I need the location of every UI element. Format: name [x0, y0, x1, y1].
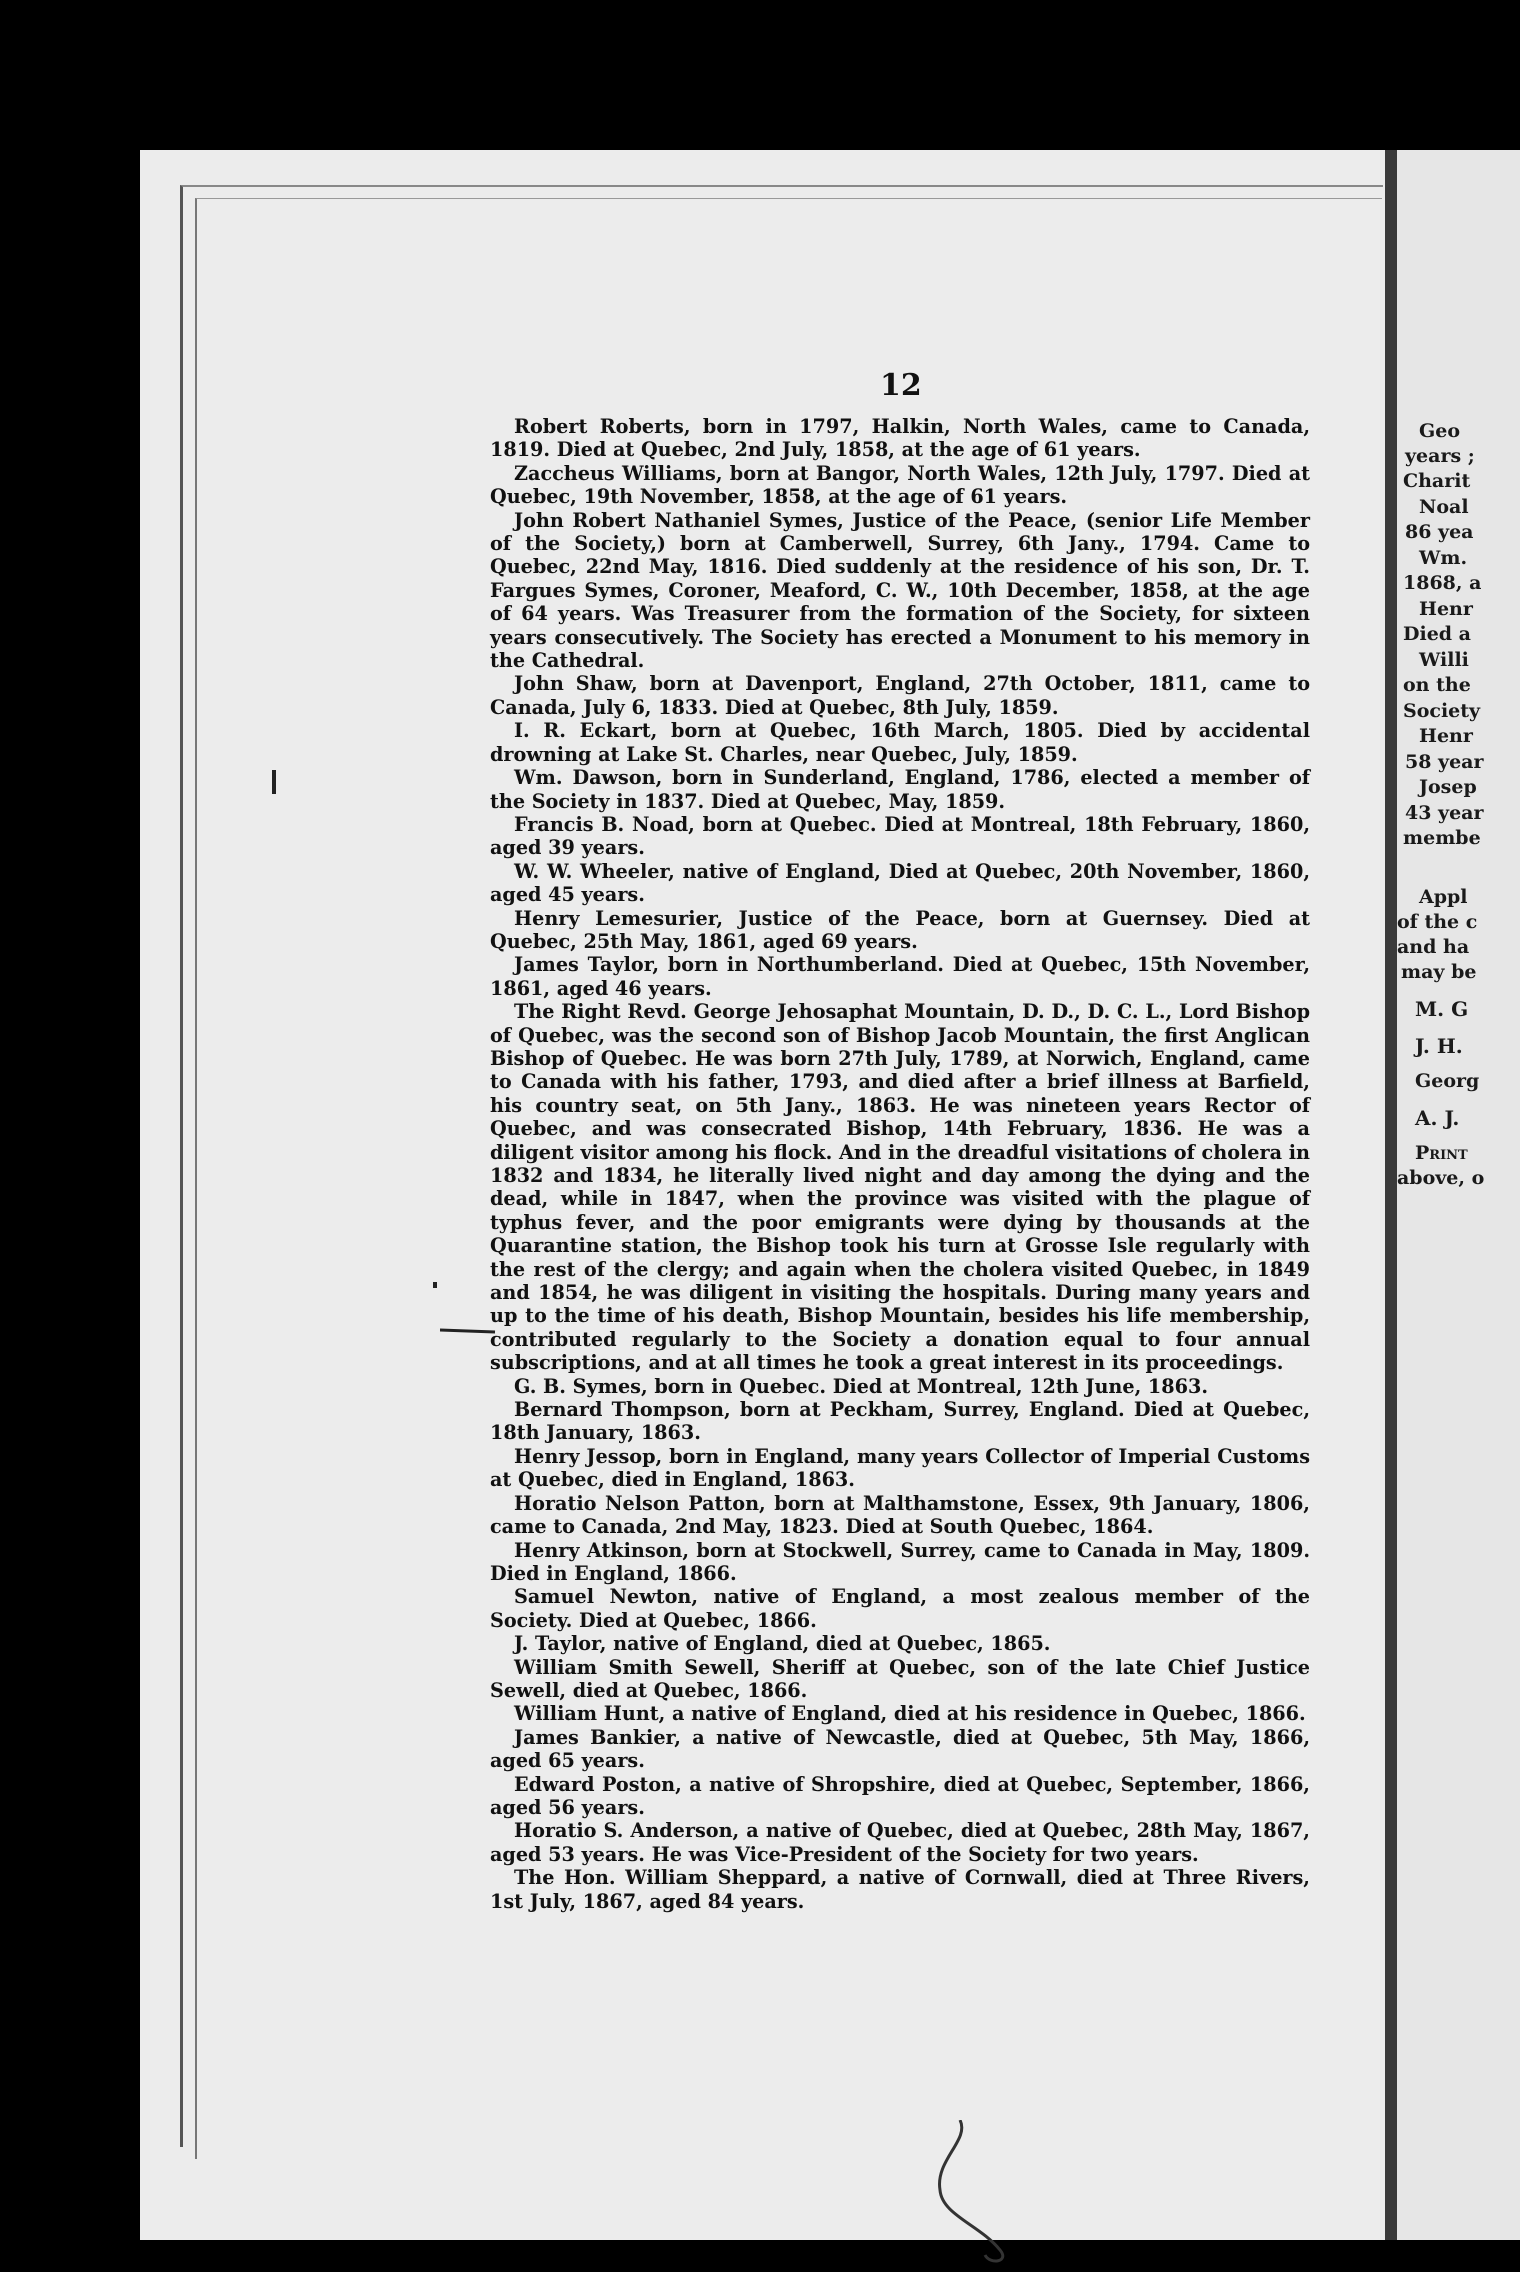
obituary-list: [490, 415, 1310, 1913]
facing-fragment: Noal: [1419, 496, 1469, 518]
facing-fragment: on the: [1403, 674, 1471, 696]
entry: William Smith Sewell, Sheriff at Quebec, son of the late Chief Justice Sewell, died at Quebec, 1866.: [490, 1655, 1310, 1702]
facing-fragment: may be: [1401, 961, 1477, 983]
entry: Wm. Dawson, born in Sunderland, England, 1786, elected a member of the Society in 1837. Died at Quebec, May, 1859.: [490, 766, 1310, 813]
margin-tick: [272, 770, 276, 794]
facing-fragment: membe: [1403, 827, 1481, 849]
entry: James Taylor, born in Northumberland. Died at Quebec, 15th November, 1861, aged 46 years.: [490, 953, 1310, 1000]
entry: Francis B. Noad, born at Quebec. Died at Montreal, 18th February, 1860, aged 39 years.: [490, 812, 1310, 860]
facing-fragment: Willi: [1419, 649, 1469, 671]
facing-fragment: M. G: [1415, 997, 1469, 1021]
facing-fragment: Henr: [1419, 598, 1473, 620]
facing-fragment: Print: [1415, 1142, 1468, 1164]
entry: John Shaw, born at Davenport, England, 27th October, 1811, came to Canada, July 6, 1833. Died at Quebec, 8th July, 1859.: [490, 672, 1310, 719]
facing-fragment: Geo: [1419, 420, 1460, 442]
facing-fragment: 58 year: [1405, 751, 1484, 773]
entry: The Hon. William Sheppard, a native of Cornwall, died at Three Rivers, 1st July, 1867, aged 84 years.: [490, 1866, 1310, 1913]
entry: Samuel Newton, native of England, a most zealous member of the Society. Died at Quebec, 1866.: [490, 1585, 1310, 1632]
entry: Horatio S. Anderson, a native of Quebec, died at Quebec, 28th May, 1867, aged 53 years. He was Vice-President of the Society for two years.: [490, 1819, 1310, 1866]
facing-fragment: Died a: [1403, 623, 1471, 645]
facing-fragment: A. J.: [1415, 1106, 1460, 1130]
facing-fragment: Charit: [1403, 470, 1471, 492]
facing-fragment: 86 yea: [1405, 521, 1474, 543]
facing-fragment: of the c: [1397, 911, 1478, 933]
entry: J. Taylor, native of England, died at Quebec, 1865.: [514, 1632, 1051, 1656]
facing-fragment: Josep: [1419, 776, 1477, 798]
facing-fragment: 1868, a: [1403, 572, 1482, 594]
facing-fragment: Wm.: [1419, 547, 1468, 569]
entry: William Hunt, a native of England, died at his residence in Quebec, 1866.: [514, 1702, 1306, 1726]
facing-fragment: 43 year: [1405, 802, 1484, 824]
page-number: 12: [880, 368, 922, 403]
entry: Horatio Nelson Patton, born at Malthamstone, Essex, 9th January, 1806, came to Canada, 2nd May, 1823. Died at South Quebec, 1864.: [490, 1491, 1310, 1539]
facing-fragment: Society: [1403, 700, 1481, 722]
entry: James Bankier, a native of Newcastle, died at Quebec, 5th May, 1866, aged 65 years.: [490, 1725, 1310, 1773]
entry: Henry Lemesurier, Justice of the Peace, born at Guernsey. Died at Quebec, 25th May, 1861, aged 69 years.: [490, 906, 1310, 953]
book-gutter: [1385, 150, 1397, 2240]
facing-page: [1397, 150, 1520, 2240]
facing-fragment: Appl: [1419, 886, 1468, 908]
entry: I. R. Eckart, born at Quebec, 16th March, 1805. Died by accidental drowning at Lake St. Charles, near Quebec, July, 1859.: [490, 719, 1310, 766]
entry: Henry Atkinson, born at Stockwell, Surrey, came to Canada in May, 1809. Died in England, 1866.: [490, 1538, 1310, 1585]
entry: Bernard Thompson, born at Peckham, Surrey, England. Died at Quebec, 18th January, 1863.: [490, 1398, 1310, 1445]
entry: Zaccheus Williams, born at Bangor, North Wales, 12th July, 1797. Died at Quebec, 19th November, 1858, at the age of 61 years.: [490, 461, 1310, 509]
entry: Robert Roberts, born in 1797, Halkin, North Wales, came to Canada, 1819. Died at Quebec, 2nd July, 1858, at the age of 61 years.: [490, 415, 1310, 462]
facing-fragment: above, o: [1397, 1167, 1485, 1189]
facing-fragment: Georg: [1415, 1070, 1480, 1092]
entry: The Right Revd. George Jehosaphat Mountain, D. D., D. C. L., Lord Bishop of Quebec, was the second son of Bishop Jacob Mountain, the first Anglican Bishop of Quebec. He was born 27th July, 1789, at Norwich, England, came to Canada with his father, 1793, and died after a brief illness at Barfield, his country seat, on 5th Jany., 1863. He was nineteen years Rector of Quebec, and was consecrated Bishop, 14th February, 1836. He was a diligent visitor among his flock. And in the dreadful visitations of cholera in 1832 and 1834, he literally lived night and day among the dying and the dead, while in 1847, when the province was visited with the plague of typhus fever, and the poor emigrants were dying by thousands at the Quarantine station, the Bishop took his turn at Grosse Isle regularly with the rest of the clergy; and again when the cholera visited Quebec, in 1849 and 1854, he was diligent in visiting the hospitals. During many years and up to the time of his death, Bishop Mountain, besides his life membership, contributed regularly to the Society a donation equal to four annual subscriptions, and at all times he took a great interest in its proceedings.: [490, 1000, 1310, 1375]
entry: G. B. Symes, born in Quebec. Died at Montreal, 12th June, 1863.: [514, 1374, 1209, 1398]
entry: John Robert Nathaniel Symes, Justice of the Peace, (senior Life Member of the Society,) born at Camberwell, Surrey, 6th Jany., 1794. Came to Quebec, 22nd May, 1816. Died suddenly at the residence of his son, Dr. T. Fargues Symes, Coroner, Meaford, C. W., 10th December, 1858, at the age of 64 years. Was Treasurer from the formation of the Society, for sixteen years consecutively. The Society has erected a Monument to his memory in the Cathedral.: [490, 508, 1310, 673]
entry: Edward Poston, a native of Shropshire, died at Quebec, September, 1866, aged 56 years.: [490, 1772, 1310, 1819]
facing-fragment: and ha: [1397, 936, 1470, 958]
entry: Henry Jessop, born in England, many years Collector of Imperial Customs at Quebec, died in England, 1863.: [490, 1444, 1310, 1492]
facing-fragment: J. H.: [1415, 1034, 1463, 1058]
entry: W. W. Wheeler, native of England, Died at Quebec, 20th November, 1860, aged 45 years.: [490, 859, 1310, 907]
margin-dot: [433, 1282, 437, 1288]
facing-fragment: years ;: [1405, 445, 1475, 467]
facing-fragment: Henr: [1419, 725, 1473, 747]
